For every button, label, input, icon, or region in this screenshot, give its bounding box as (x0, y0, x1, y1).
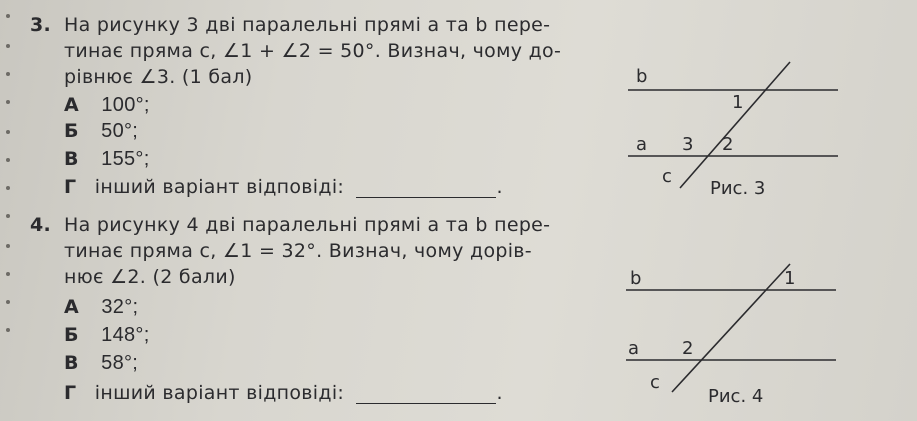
task-3-line-2: тинає пряма c, ∠1 + ∠2 = 50°. Визнач, чому до- (64, 40, 562, 62)
option-other-text: інший варіант відповіді: (94, 176, 345, 198)
option-value: 32°; (101, 296, 139, 318)
task-3-number: 3. (30, 14, 52, 36)
line-c (680, 62, 790, 188)
task-4-line-2: тинає пряма c, ∠1 = 32°. Визнач, чому дорів- (64, 240, 532, 262)
label-angle-1: 1 (784, 268, 796, 289)
option-letter: Б (64, 120, 79, 142)
task-4-line-1: На рисунку 4 дві паралельні прямі a та b пере- (64, 214, 551, 236)
label-b: b (630, 268, 642, 289)
option-letter: А (64, 94, 80, 116)
label-c: c (650, 372, 660, 393)
label-c: c (662, 166, 672, 187)
task-4-number: 4. (30, 214, 52, 236)
option-value: 58°; (101, 352, 139, 374)
task-3-line-1: На рисунку 3 дві паралельні прямі a та b пере- (64, 14, 551, 36)
label-angle-2: 2 (722, 134, 734, 155)
answer-blank-end: . (496, 176, 503, 198)
label-b: b (636, 66, 648, 87)
label-angle-2: 2 (682, 338, 694, 359)
option-letter: А (64, 296, 80, 318)
label-a: a (628, 338, 640, 359)
option-letter: В (64, 148, 79, 170)
task-4-line-3: нює ∠2. (2 бали) (64, 266, 236, 288)
line-c (672, 264, 790, 392)
figure-4 (626, 264, 836, 407)
option-letter: Б (64, 324, 79, 346)
option-letter: В (64, 352, 79, 374)
option-other-text: інший варіант відповіді: (94, 382, 345, 404)
answer-blank-end: . (496, 382, 503, 404)
caption-fig-4: Рис. 4 (708, 386, 764, 407)
option-value: 155°; (101, 148, 150, 170)
label-angle-3: 3 (682, 134, 694, 155)
label-angle-1: 1 (732, 92, 744, 113)
figure-3 (628, 62, 838, 199)
task-3-line-3: рівнює ∠3. (1 бал) (64, 66, 253, 88)
option-value: 50°; (101, 120, 139, 142)
option-value: 148°; (101, 324, 150, 346)
option-letter: Г (64, 382, 77, 404)
option-value: 100°; (101, 94, 150, 116)
option-letter: Г (64, 176, 77, 198)
caption-fig-3: Рис. 3 (710, 178, 766, 199)
label-a: a (636, 134, 648, 155)
